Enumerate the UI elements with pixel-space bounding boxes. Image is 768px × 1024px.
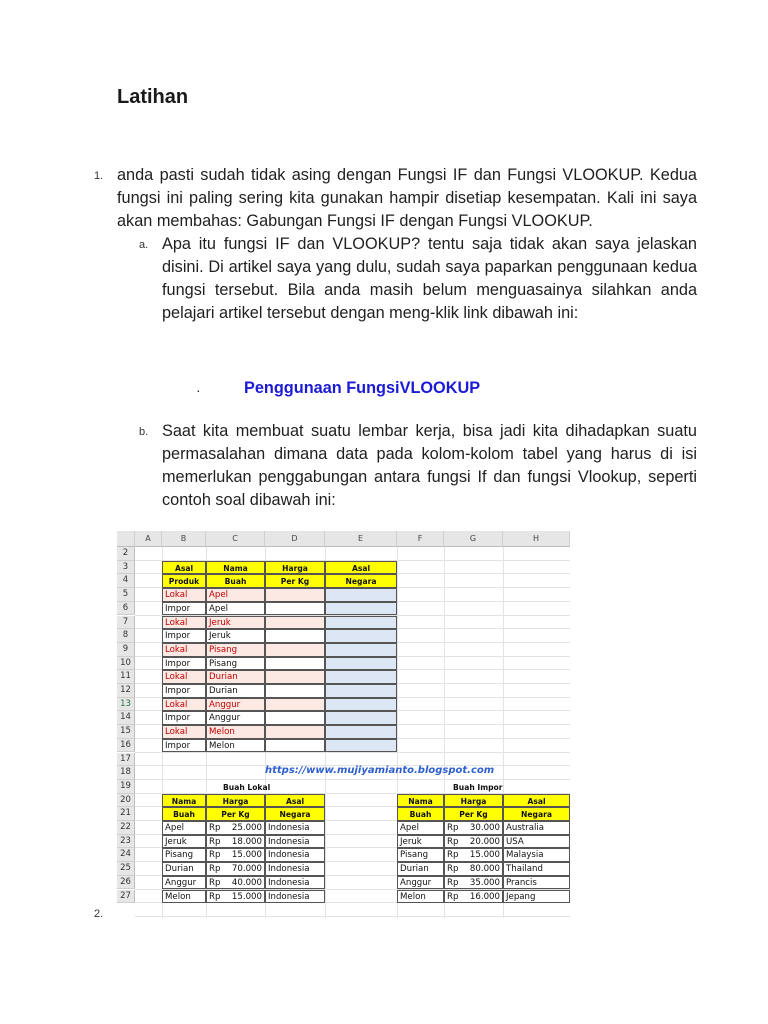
impor-buah-cell[interactable]: Jeruk [397,835,444,849]
gridline-horizontal [135,916,570,917]
harga-input-cell[interactable] [265,739,325,753]
row-header-14[interactable]: 14 [117,711,135,725]
price-value: 25.000 [231,823,262,833]
paragraph-1: anda pasti sudah tidak asing dengan Fungsi IF dan Fungsi VLOOKUP. Kedua fungsi ini paling sering kita gunakan hampir disetiap kesempatan. Kali ini saya akan membahas: Gabungan Fungsi IF dengan Fungsi VLOOKUP. [117,166,697,230]
row-header-20[interactable]: 20 [117,794,135,808]
column-header-f[interactable]: F [397,531,444,547]
nama-buah-cell[interactable]: Durian [206,670,265,684]
asal-produk-cell[interactable]: Impor [162,657,206,671]
harga-input-cell[interactable] [265,698,325,712]
row-header-12[interactable]: 12 [117,684,135,698]
currency-label: Rp [209,864,221,875]
header-b-line1: Asal [162,561,206,575]
asal-produk-cell[interactable]: Impor [162,629,206,643]
nama-buah-cell[interactable]: Melon [206,739,265,753]
currency-label: Rp [209,823,221,833]
list-letter-b: b. [139,426,149,438]
row-header-4[interactable]: 4 [117,574,135,588]
currency-label: Rp [209,836,221,847]
currency-label: Rp [209,891,221,902]
currency-label: Rp [447,864,459,875]
currency-label: Rp [209,850,221,861]
impor-header-0-line2: Buah [397,807,444,821]
impor-buah-cell[interactable]: Apel [397,821,444,835]
impor-table-label: Buah Impor [453,782,503,792]
nama-buah-cell[interactable]: Jeruk [206,629,265,643]
paragraph-a: Apa itu fungsi IF dan VLOOKUP? tentu saja tidak akan saya jelaskan disini. Di artikel saya yang dulu, sudah saya paparkan penggunaan kedua fungsi tersebut. Bila anda masih belum menguasainya silahkan anda pelajari artikel tersebut dengan meng-klik link dibawah ini: [162,235,697,322]
header-e-line1: Asal [325,561,397,575]
select-all-corner[interactable] [117,531,135,547]
column-header-h[interactable]: H [503,531,570,547]
nama-buah-cell[interactable]: Durian [206,684,265,698]
price-value: 35.000 [469,877,500,888]
lokal-harga-cell[interactable] [206,835,265,849]
currency-label: Rp [447,850,459,861]
impor-negara-cell[interactable]: Prancis [503,876,570,890]
lokal-negara-cell[interactable]: Indonesia [265,821,325,835]
asal-negara-input-cell[interactable] [325,602,397,616]
harga-input-cell[interactable] [265,684,325,698]
asal-produk-cell[interactable]: Impor [162,711,206,725]
asal-negara-input-cell[interactable] [325,643,397,657]
impor-buah-cell[interactable]: Pisang [397,848,444,862]
header-c-line2: Buah [206,574,265,588]
harga-input-cell[interactable] [265,629,325,643]
blog-url-text: https://www.mujiyamianto.blogspot.com [265,765,495,777]
price-value: 40.000 [231,877,262,888]
header-b-line2: Produk [162,574,206,588]
impor-negara-cell[interactable]: Jepang [503,890,570,904]
lokal-negara-cell[interactable]: Indonesia [265,835,325,849]
price-value: 18.000 [231,836,262,847]
impor-harga-cell[interactable] [444,862,503,876]
row-header-22[interactable]: 22 [117,821,135,835]
impor-negara-cell[interactable]: Malaysia [503,848,570,862]
asal-produk-cell[interactable]: Lokal [162,670,206,684]
currency-label: Rp [209,877,221,888]
asal-negara-input-cell[interactable] [325,629,397,643]
lokal-buah-cell[interactable]: Melon [162,890,206,904]
asal-negara-input-cell[interactable] [325,698,397,712]
impor-harga-cell[interactable] [444,848,503,862]
price-value: 80.000 [469,864,500,875]
impor-buah-cell[interactable]: Durian [397,862,444,876]
header-d-line1: Harga [265,561,325,575]
impor-harga-cell[interactable] [444,876,503,890]
impor-buah-cell[interactable]: Melon [397,890,444,904]
impor-negara-cell[interactable]: Australia [503,821,570,835]
lokal-harga-cell[interactable] [206,876,265,890]
lokal-negara-cell[interactable]: Indonesia [265,890,325,904]
lokal-buah-cell[interactable]: Apel [162,821,206,835]
row-header-21[interactable]: 21 [117,807,135,821]
currency-label: Rp [447,891,459,902]
asal-negara-input-cell[interactable] [325,588,397,602]
asal-produk-cell[interactable]: Impor [162,739,206,753]
row-header-13[interactable]: 13 [117,698,135,712]
asal-negara-input-cell[interactable] [325,616,397,630]
asal-produk-cell[interactable]: Lokal [162,616,206,630]
row-header-7[interactable]: 7 [117,616,135,630]
impor-header-1-line2: Per Kg [444,807,503,821]
lokal-harga-cell[interactable] [206,821,265,835]
harga-input-cell[interactable] [265,711,325,725]
lokal-header-1-line2: Per Kg [206,807,265,821]
row-header-23[interactable]: 23 [117,835,135,849]
spreadsheet-screenshot [117,531,570,918]
price-value: 15.000 [469,850,500,861]
nama-buah-cell[interactable]: Anggur [206,711,265,725]
row-header-5[interactable]: 5 [117,588,135,602]
impor-harga-cell[interactable] [444,890,503,904]
lokal-negara-cell[interactable]: Indonesia [265,862,325,876]
price-value: 15.000 [231,850,262,861]
nama-buah-cell[interactable]: Pisang [206,657,265,671]
list-letter-a: a. [139,239,149,251]
vlookup-article-link[interactable]: Penggunaan FungsiVLOOKUP [244,379,481,397]
harga-input-cell[interactable] [265,725,325,739]
row-header-8[interactable]: 8 [117,629,135,643]
column-header-a[interactable]: A [135,531,162,547]
asal-produk-cell[interactable]: Lokal [162,643,206,657]
row-header-9[interactable]: 9 [117,643,135,657]
impor-header-2-line2: Negara [503,807,570,821]
nama-buah-cell[interactable]: Melon [206,725,265,739]
impor-harga-cell[interactable] [444,821,503,835]
lokal-header-2-line2: Negara [265,807,325,821]
column-header-d[interactable]: D [265,531,325,547]
asal-negara-input-cell[interactable] [325,684,397,698]
price-value: 15.000 [231,891,262,902]
row-header-2[interactable]: 2 [117,547,135,561]
asal-produk-cell[interactable]: Lokal [162,725,206,739]
impor-negara-cell[interactable]: USA [503,835,570,849]
lokal-header-0-line1: Nama [162,794,206,808]
lokal-table-label: Buah Lokal [223,782,271,792]
row-header-11[interactable]: 11 [117,670,135,684]
row-header-6[interactable]: 6 [117,602,135,616]
nama-buah-cell[interactable]: Apel [206,602,265,616]
asal-negara-input-cell[interactable] [325,739,397,753]
impor-buah-cell[interactable]: Anggur [397,876,444,890]
lokal-header-0-line2: Buah [162,807,206,821]
header-c-line1: Nama [206,561,265,575]
row-header-24[interactable]: 24 [117,848,135,862]
row-header-25[interactable]: 25 [117,862,135,876]
paragraph-b: Saat kita membuat suatu lembar kerja, bisa jadi kita dihadapkan suatu permasalahan dimana data pada kolom-kolom tabel yang harus di isi memerlukan penggabungan antara fungsi If dan fungsi Vlookup, seperti contoh soal dibawah ini: [162,422,697,509]
price-value: 16.000 [469,891,500,902]
page-title: Latihan [117,86,189,108]
harga-input-cell[interactable] [265,657,325,671]
nama-buah-cell[interactable]: Apel [206,588,265,602]
row-header-27[interactable]: 27 [117,890,135,904]
price-value: 30.000 [469,823,500,833]
lokal-buah-cell[interactable]: Durian [162,862,206,876]
asal-negara-input-cell[interactable] [325,657,397,671]
list-number-2: 2. [94,908,104,920]
lokal-negara-cell[interactable]: Indonesia [265,876,325,890]
asal-negara-input-cell[interactable] [325,711,397,725]
impor-header-0-line1: Nama [397,794,444,808]
row-header-18[interactable]: 18 [117,766,135,780]
asal-negara-input-cell[interactable] [325,725,397,739]
asal-produk-cell[interactable]: Lokal [162,698,206,712]
price-value: 20.000 [469,836,500,847]
nama-buah-cell[interactable]: Anggur [206,698,265,712]
row-header-19[interactable]: 19 [117,780,135,794]
row-header-10[interactable]: 10 [117,657,135,671]
harga-input-cell[interactable] [265,616,325,630]
lokal-header-1-line1: Harga [206,794,265,808]
header-d-line2: Per Kg [265,574,325,588]
lokal-harga-cell[interactable] [206,862,265,876]
impor-harga-cell[interactable] [444,835,503,849]
harga-input-cell[interactable] [265,588,325,602]
row-header-26[interactable]: 26 [117,876,135,890]
lokal-negara-cell[interactable]: Indonesia [265,848,325,862]
asal-negara-input-cell[interactable] [325,670,397,684]
nama-buah-cell[interactable]: Pisang [206,643,265,657]
asal-produk-cell[interactable]: Impor [162,602,206,616]
lokal-header-2-line1: Asal [265,794,325,808]
row-header-15[interactable]: 15 [117,725,135,739]
asal-produk-cell[interactable]: Lokal [162,588,206,602]
lokal-buah-cell[interactable]: Jeruk [162,835,206,849]
bullet-icon: · [196,382,201,398]
asal-produk-cell[interactable]: Impor [162,684,206,698]
currency-label: Rp [447,836,459,847]
price-value: 70.000 [231,864,262,875]
impor-header-1-line1: Harga [444,794,503,808]
row-header-17[interactable]: 17 [117,753,135,767]
column-header-e[interactable]: E [325,531,397,547]
impor-negara-cell[interactable]: Thailand [503,862,570,876]
gridline-horizontal [135,779,570,780]
harga-input-cell[interactable] [265,643,325,657]
lokal-harga-cell[interactable] [206,890,265,904]
list-number-1: 1. [94,170,104,182]
lokal-buah-cell[interactable]: Pisang [162,848,206,862]
header-e-line2: Negara [325,574,397,588]
harga-input-cell[interactable] [265,670,325,684]
column-header-c[interactable]: C [206,531,265,547]
lokal-buah-cell[interactable]: Anggur [162,876,206,890]
harga-input-cell[interactable] [265,602,325,616]
currency-label: Rp [447,877,459,888]
column-header-b[interactable]: B [162,531,206,547]
lokal-harga-cell[interactable] [206,848,265,862]
row-header-16[interactable]: 16 [117,739,135,753]
nama-buah-cell[interactable]: Jeruk [206,616,265,630]
column-header-g[interactable]: G [444,531,503,547]
row-header-3[interactable]: 3 [117,561,135,575]
currency-label: Rp [447,823,459,833]
impor-header-2-line1: Asal [503,794,570,808]
